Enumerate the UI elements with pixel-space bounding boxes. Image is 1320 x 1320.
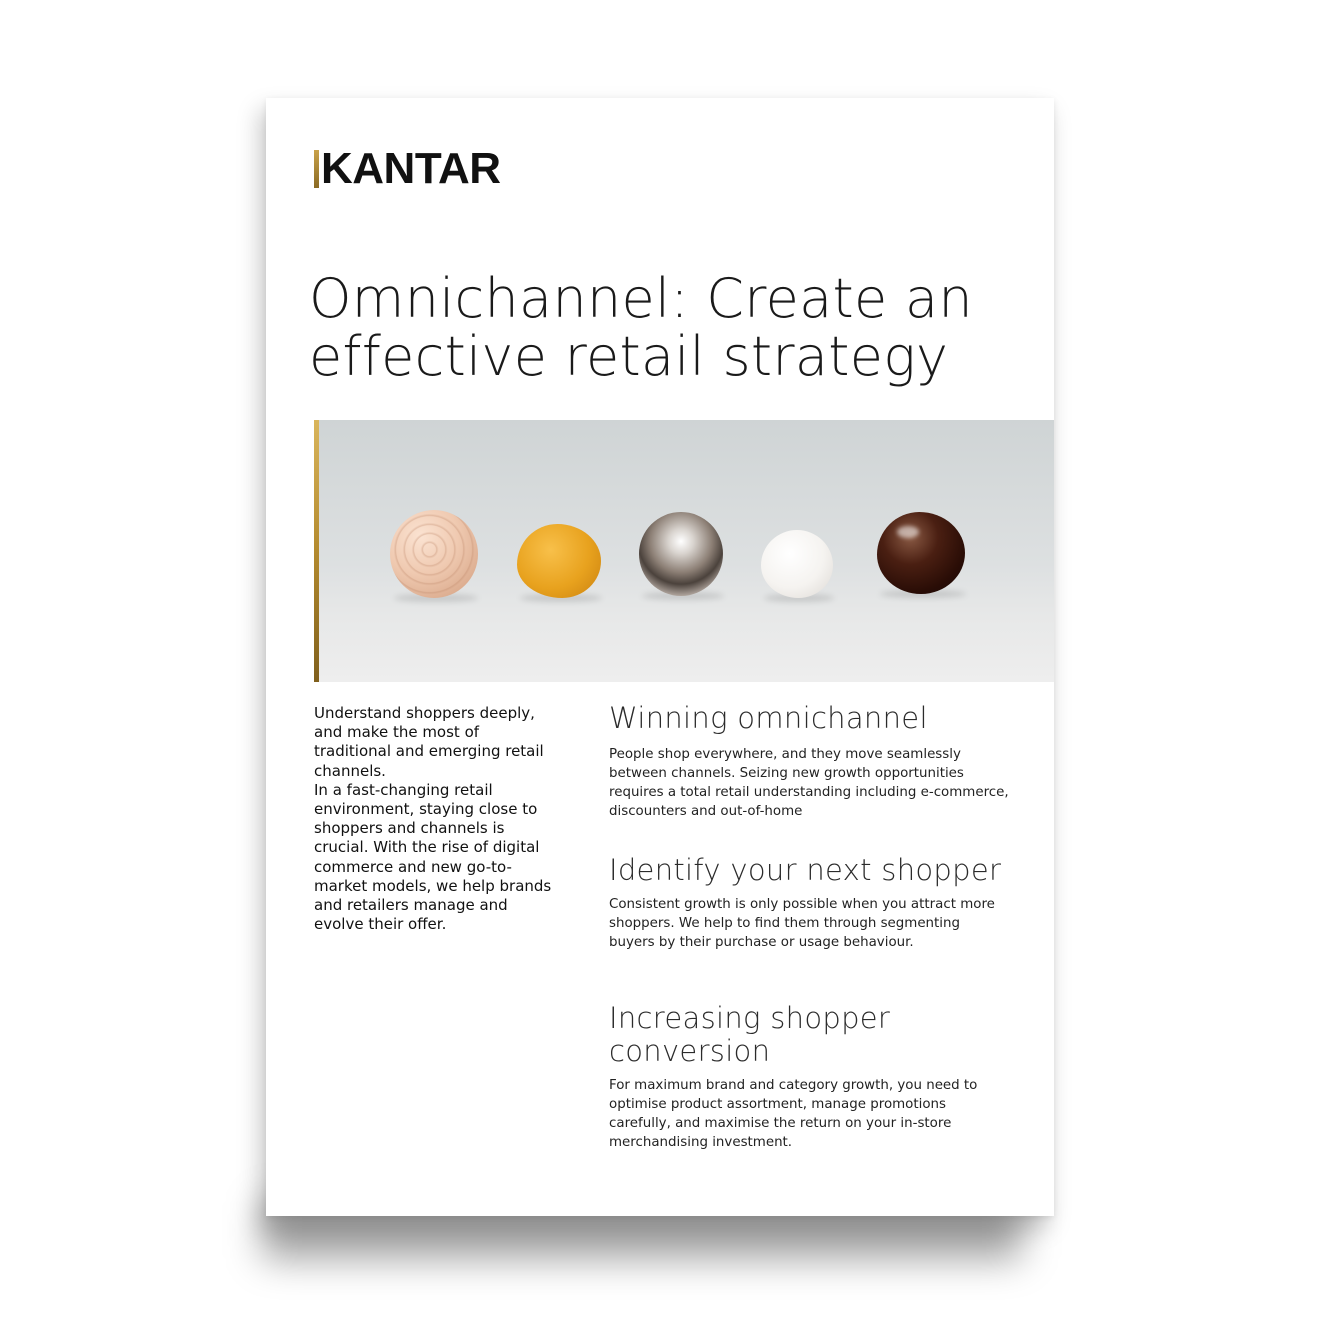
dark-glossy-stone [877,512,965,594]
brochure-page [266,98,1054,1216]
hero-gold-bar [314,420,319,682]
intro-text [314,704,554,934]
white-clay-ball [761,530,833,598]
intro-paragraph: In a fast-changing retail environment, staying close to shoppers and channels is crucial. With the rise of digital commerce and new go-to-market models, we help brands and retailers manage and evolve their offer. [314,780,552,934]
section-heading: Increasing shopper conversion [609,1001,891,1068]
page-title: Omnichannel: Create an effective retail strategy [309,267,973,388]
section-body: People shop everywhere, and they move seamlessly between channels. Seizing new growth opportunities requires a total retail understanding including e-commerce, discounters and out-of-home [609,747,1009,819]
hero-image [314,420,1054,682]
section-heading: Winning omnichannel [609,701,928,735]
stone-highlight [897,526,919,538]
section-body: For maximum brand and category growth, you need to optimise product assortment, manage promotions carefully, and maximise the return on your in-store merchandising investment. [609,1078,978,1150]
intro-paragraph: Understand shoppers deeply, and make the most of traditional and emerging retail channels. [314,704,544,780]
yellow-pompom [517,524,601,598]
logo-gold-accent [314,150,319,188]
chrome-sphere [639,512,723,596]
section-winning-omnichannel [609,702,1009,821]
section-shopper-conversion [609,1002,1009,1152]
section-body: Consistent growth is only possible when you attract more shoppers. We help to find them through segmenting buyers by their purchase or usage behaviour. [609,897,995,950]
section-identify-shopper [609,854,1009,952]
section-heading: Identify your next shopper [609,853,1002,887]
kantar-logo [314,146,501,192]
wooden-sphere [390,510,478,598]
logo-text: KANTAR [321,144,501,193]
